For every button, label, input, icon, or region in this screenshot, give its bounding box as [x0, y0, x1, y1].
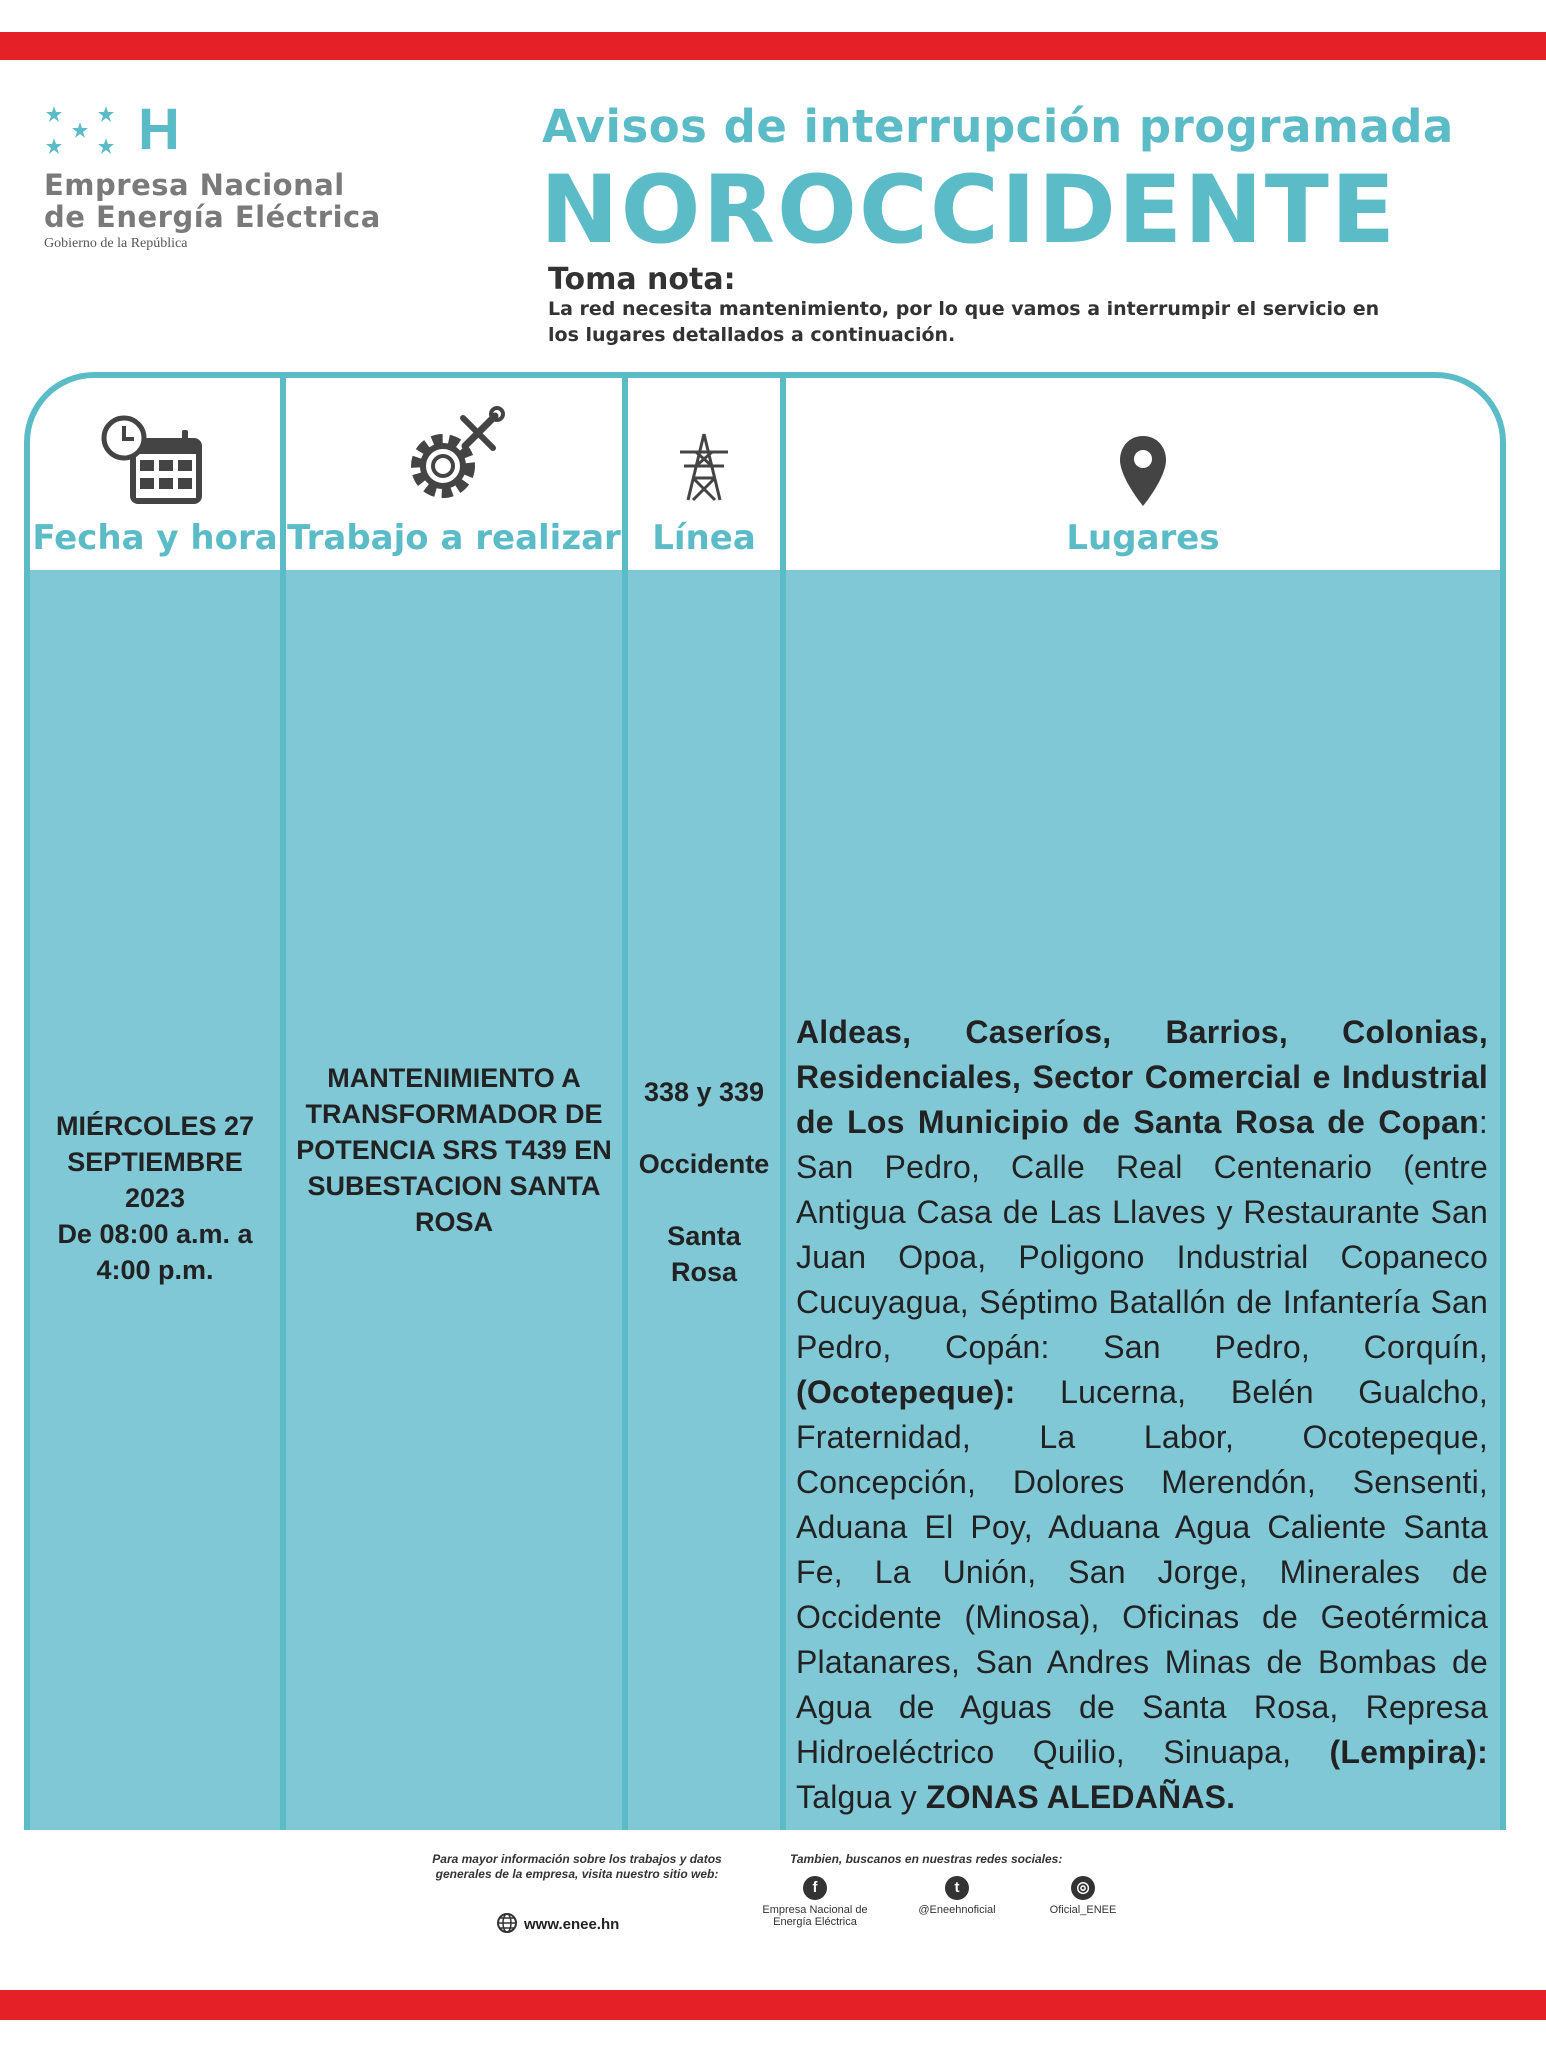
- fecha-line-1: MIÉRCOLES 27: [55, 1111, 255, 1141]
- lugares-bold-2: (Ocotepeque):: [796, 1374, 1016, 1410]
- twitter-label: @Eneehnoficial: [918, 1904, 996, 1916]
- bottom-red-band: [0, 1990, 1546, 2020]
- stars-icon: [44, 104, 134, 164]
- fecha-line-4: 4:00 p.m.: [96, 1255, 214, 1285]
- top-red-band: [0, 32, 1546, 60]
- website-link[interactable]: www.enee.hn: [524, 1916, 620, 1933]
- lugares-bold-4: ZONAS ALEDAÑAS.: [925, 1779, 1236, 1815]
- twitter-link[interactable]: [902, 1876, 1012, 1916]
- facebook-label: Empresa Nacional de Energía Eléctrica: [762, 1904, 868, 1928]
- logo-letter: H: [138, 97, 180, 162]
- lugares-text-2: Lucerna, Belén Gualcho, Fraternidad, La Labor, Ocotepeque, Concepción, Dolores Merendón, Sensenti, Aduana El Poy, Aduana Agua Caliente Santa Fe, La Unión, San Jorge, Minerales de Occidente (Minosa), Oficinas de Geotérmica Platanares, San Andres Minas de Bombas de Agua de Aguas de Santa Rosa, Represa Hidroeléctrico Quilio, Sinuapa,: [796, 1374, 1488, 1770]
- note-text: La red necesita mantenimiento, por lo que vamos a interrumpir el servicio en los lugares detallados a continuación.: [548, 298, 1380, 346]
- header-lugares: Lugares: [1066, 518, 1220, 558]
- company-name-line-1: Empresa Nacional: [44, 168, 345, 202]
- fecha-line-3: De 08:00 a.m. a: [57, 1219, 253, 1249]
- company-name-line-2: de Energía Eléctrica: [44, 200, 381, 234]
- lugares-bold-1: Aldeas, Caseríos, Barrios, Colonias, Residenciales, Sector Comercial e Industrial de Los Municipio de Santa Rosa de Copan: [796, 1014, 1488, 1140]
- page-title: Avisos de interrupción programada: [542, 100, 1454, 153]
- lugares-bold-3: (Lempira):: [1329, 1734, 1488, 1770]
- table-frame: [24, 372, 1506, 1830]
- facebook-link[interactable]: [760, 1876, 870, 1928]
- globe-icon: [496, 1912, 518, 1934]
- lugares-text-1: : San Pedro, Calle Real Centenario (entre Antigua Casa de Las Llaves y Restaurante San Juan Opoa, Poligono Industrial Copaneco Cucuyagua, Séptimo Batallón de Infantería San Pedro, Copán: San Pedro, Corquín,: [796, 1104, 1488, 1365]
- linea-region: Occidente: [638, 1149, 770, 1179]
- facebook-icon: f: [803, 1876, 827, 1900]
- instagram-label: Oficial_ENEE: [1049, 1904, 1117, 1916]
- social-heading: Tambien, buscanos en nuestras redes sociales:: [790, 1852, 1063, 1866]
- header-linea: Línea: [652, 518, 756, 558]
- twitter-icon: t: [945, 1876, 969, 1900]
- header-trabajo: Trabajo a realizar: [287, 518, 621, 558]
- header-fecha: Fecha y hora: [32, 518, 278, 558]
- government-subtitle: Gobierno de la República: [44, 236, 188, 251]
- note-label: Toma nota:: [548, 262, 736, 297]
- lugares-text-3: Talgua y: [796, 1779, 926, 1815]
- trabajo-text: MANTENIMIENTO A TRANSFORMADOR DE POTENCIA SRS T439 EN SUBESTACION SANTA ROSA: [296, 1063, 612, 1237]
- enee-logo: [44, 97, 384, 254]
- linea-numbers: 338 y 339: [643, 1077, 765, 1107]
- region-title: NOROCCIDENTE: [540, 156, 1398, 265]
- linea-name-2: Rosa: [670, 1257, 738, 1287]
- fecha-line-2: SEPTIEMBRE 2023: [67, 1147, 243, 1213]
- instagram-link[interactable]: [1028, 1876, 1138, 1916]
- footer-info-text: Para mayor información sobre los trabajos y datos generales de la empresa, visita nuestro sitio web:: [432, 1852, 722, 1881]
- linea-name-1: Santa: [667, 1221, 741, 1251]
- instagram-icon: ◎: [1071, 1876, 1095, 1900]
